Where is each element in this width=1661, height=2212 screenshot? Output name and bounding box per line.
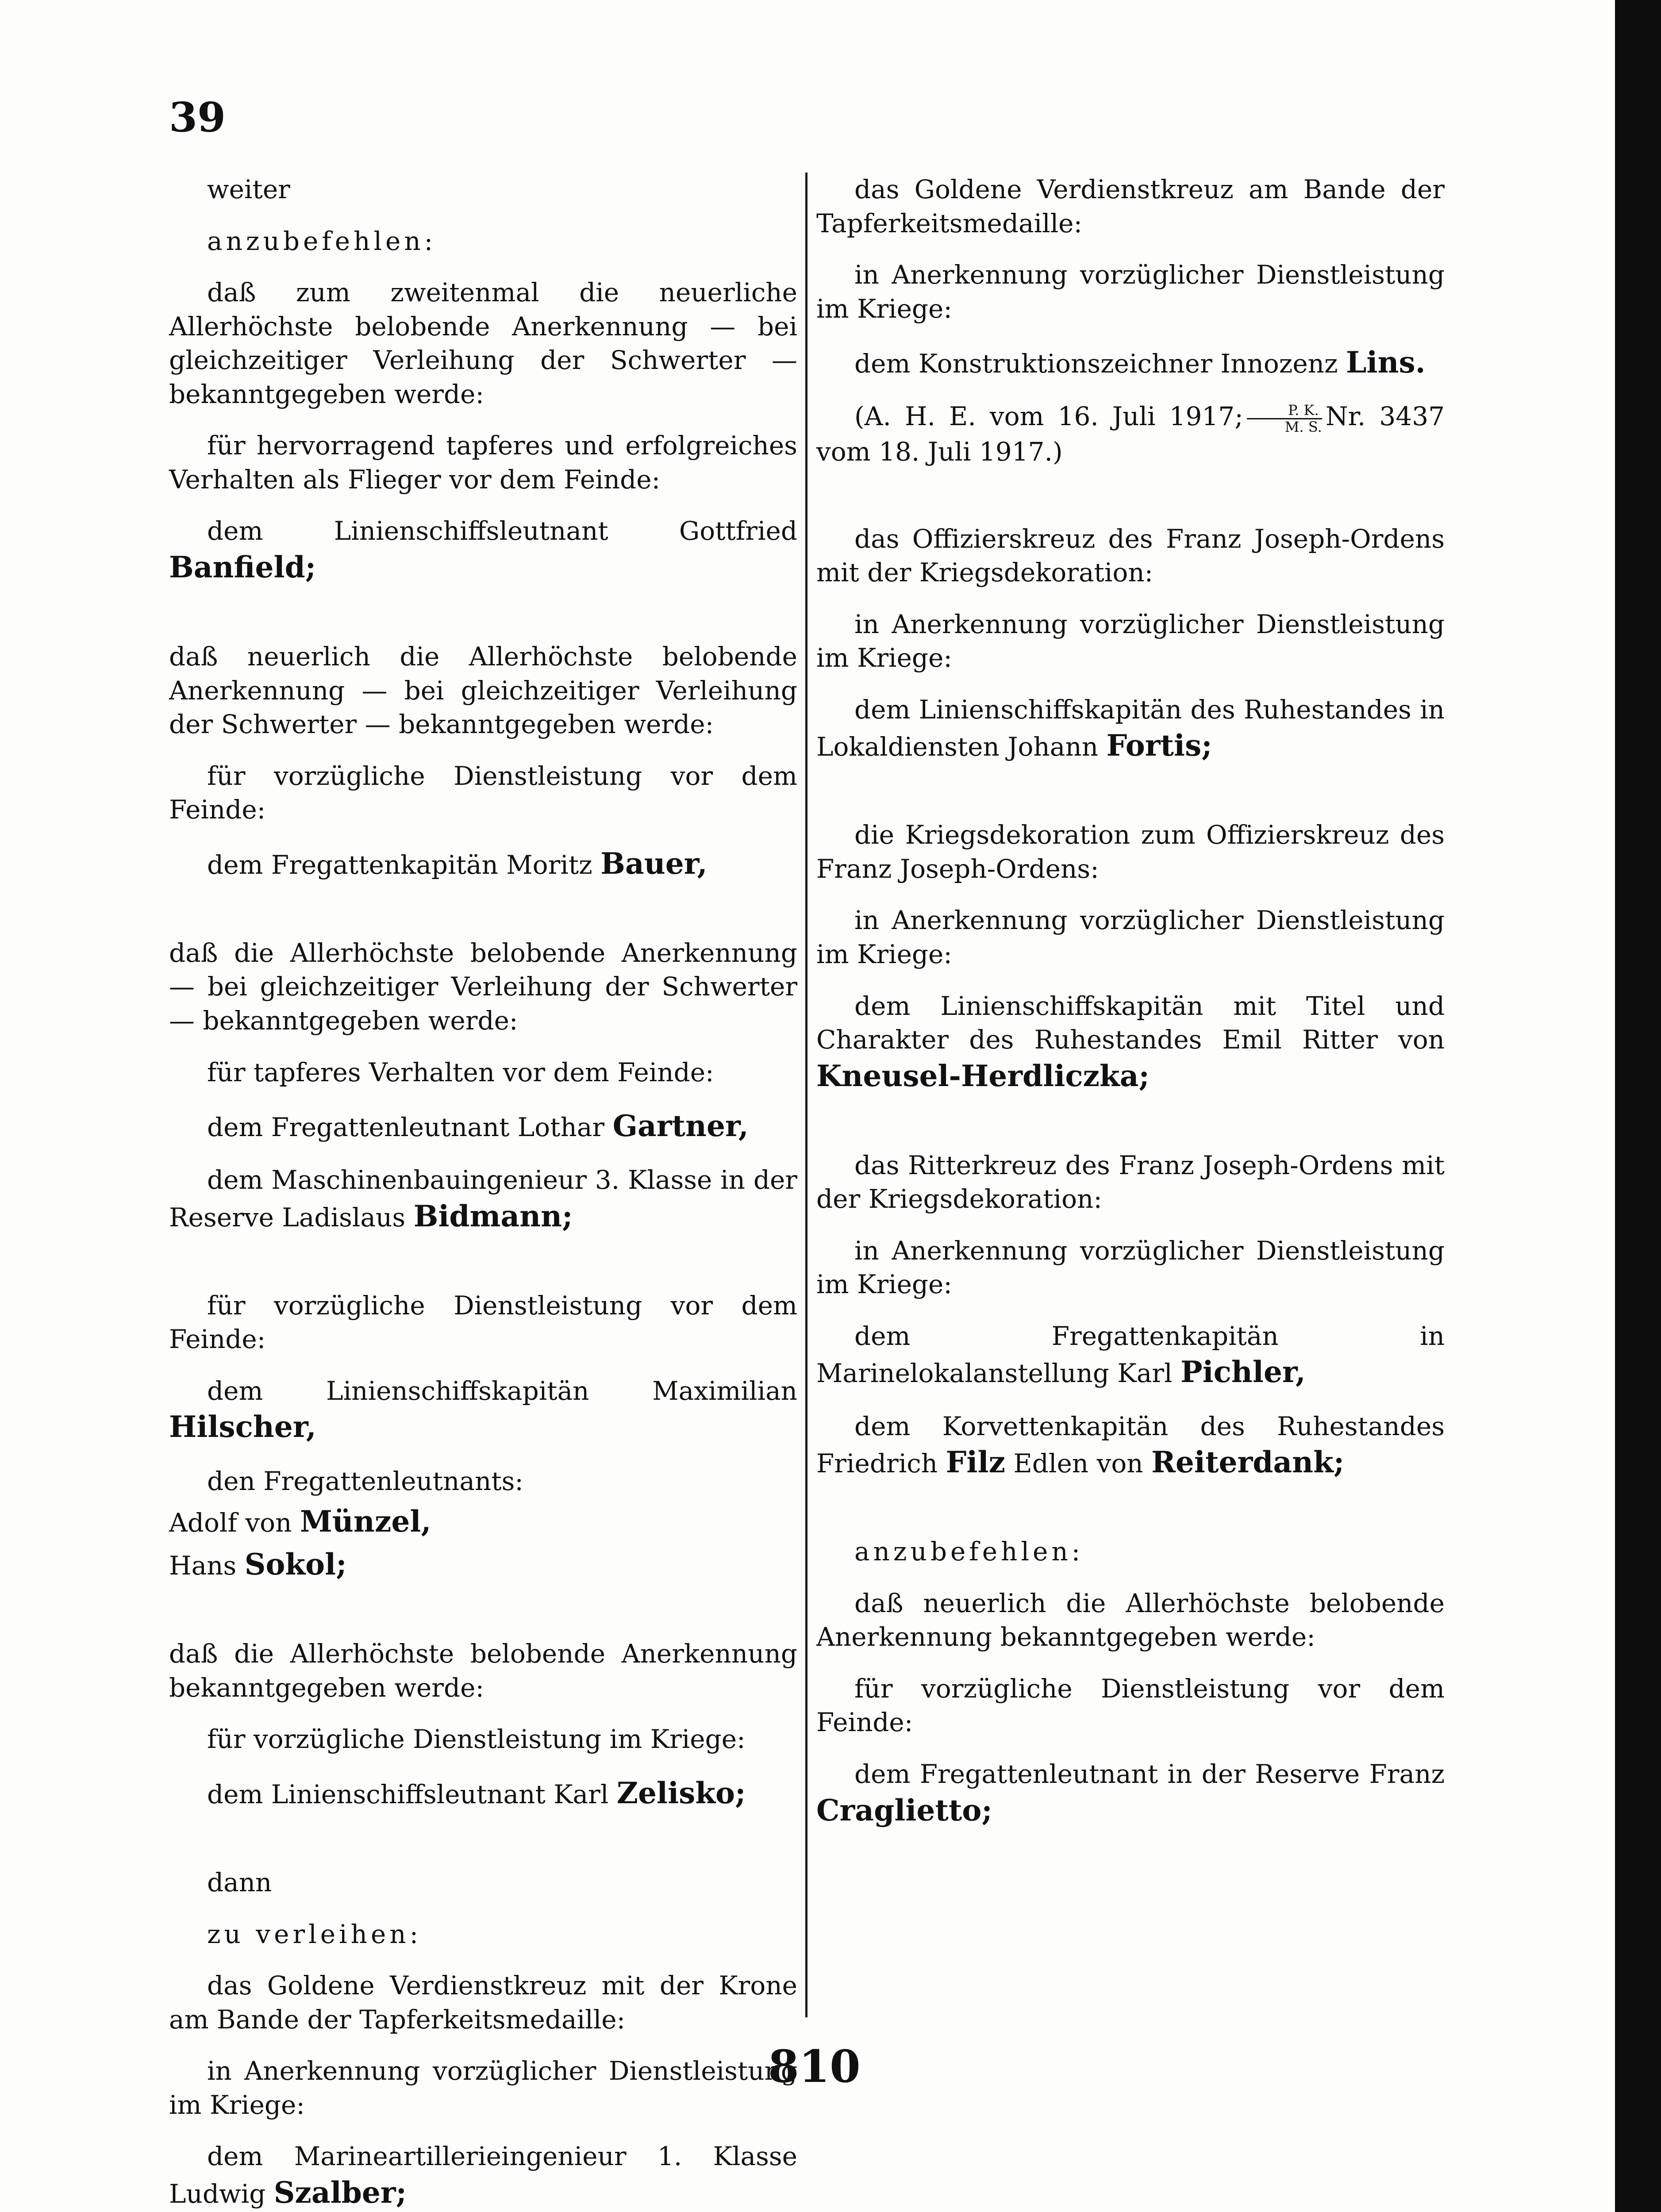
person-name: Zelisko; <box>616 1775 746 1810</box>
text: dem Fregattenleutnant in der Reserve Franz <box>854 1759 1445 1789</box>
paragraph: daß die Allerhöchste belobende Anerkennung bekanntgegeben werde: <box>169 1639 797 1703</box>
reference-note <box>816 399 1445 469</box>
left-column <box>169 173 797 2212</box>
paragraph <box>169 514 797 587</box>
paragraph: in Anerkennung vorzüglicher Dienstleistung im Kriege: <box>816 905 1445 969</box>
column-divider <box>805 173 807 2017</box>
paragraph <box>816 1757 1445 1830</box>
person-name: Filz <box>946 1445 1006 1480</box>
paragraph: das Ritterkreuz des Franz Joseph-Ordens mit der Kriegsdekoration: <box>816 1150 1445 1214</box>
right-column <box>816 173 1445 1847</box>
paragraph <box>169 1502 797 1541</box>
text: Hans <box>169 1551 237 1581</box>
paragraph <box>169 1374 797 1447</box>
text: Nr. 3437 vom 18. Juli 1917.) <box>816 401 1445 467</box>
paragraph: das Offizierskreuz des Franz Joseph-Ordens mit der Kriegsdekoration: <box>816 523 1445 588</box>
person-name: Sokol; <box>244 1547 347 1582</box>
paragraph <box>169 1774 797 1813</box>
person-name: Craglietto; <box>816 1793 992 1828</box>
person-name: Szalber; <box>273 2175 407 2210</box>
paragraph: für vorzügliche Dienstleistung im Kriege: <box>207 1724 746 1755</box>
text: Edlen von <box>1013 1448 1143 1479</box>
text: dem Linienschiffskapitän des Ruhestandes in Lokaldiensten Johann <box>816 694 1445 762</box>
paragraph: dann <box>207 1867 272 1898</box>
paragraph: in Anerkennung vorzüglicher Dienstleistung im Kriege: <box>816 609 1445 673</box>
paragraph: weiter <box>207 174 290 204</box>
text: dem Fregattenkapitän in Marinelokalanstellung Karl <box>816 1321 1445 1389</box>
paragraph: daß zum zweitenmal die neuerliche Allerhöchste belobende Anerkennung — bei gleichzeitiger Verleihung der Schwerter — bekanntgegeben werde: <box>169 277 797 409</box>
scan-border <box>1615 0 1661 2212</box>
paragraph <box>816 1319 1445 1392</box>
footer-page-number: 810 <box>768 2040 861 2093</box>
paragraph: den Fregattenleutnants: <box>207 1466 523 1496</box>
paragraph: für vorzügliche Dienstleistung vor dem Feinde: <box>816 1673 1445 1738</box>
text: dem Linienschiffsleutnant Karl <box>207 1779 609 1809</box>
text: dem Konstruktionszeichner Innozenz <box>854 349 1338 379</box>
paragraph: für vorzügliche Dienstleistung vor dem Feinde: <box>169 760 797 825</box>
person-name: Bauer, <box>600 846 707 881</box>
text: Adolf von <box>169 1508 292 1538</box>
paragraph: die Kriegsdekoration zum Offizierskreuz des Franz Joseph-Ordens: <box>816 820 1445 884</box>
person-name: Banfield; <box>169 549 316 584</box>
paragraph <box>169 1545 797 1584</box>
paragraph <box>816 693 1445 765</box>
paragraph: für tapferes Verhalten vor dem Feinde: <box>207 1057 714 1087</box>
text: (A. H. E. vom 16. Juli 1917; <box>854 401 1243 432</box>
paragraph: daß neuerlich die Allerhöchste belobende Anerkennung bekanntgegeben werde: <box>816 1588 1445 1652</box>
paragraph <box>169 1163 797 1236</box>
fraction <box>1247 403 1322 435</box>
fraction-numerator: P. K. <box>1247 403 1322 419</box>
text: dem Linienschiffskapitän Maximilian <box>207 1375 797 1406</box>
person-name: Pichler, <box>1180 1355 1306 1390</box>
paragraph: daß die Allerhöchste belobende Anerkennung — bei gleichzeitiger Verleihung der Schwerter — bekanntgegeben werde: <box>169 937 797 1036</box>
paragraph: in Anerkennung vorzüglicher Dienstleistung im Kriege: <box>816 260 1445 324</box>
person-name: Gartner, <box>612 1109 749 1144</box>
text: dem Fregattenleutnant Lothar <box>207 1112 605 1143</box>
text: dem Linienschiffsleutnant Gottfried <box>207 516 797 546</box>
paragraph <box>816 989 1445 1095</box>
fraction-denominator: M. S. <box>1284 418 1322 435</box>
person-name: Lins. <box>1346 345 1426 380</box>
page-number: 39 <box>169 93 226 141</box>
paragraph: das Goldene Verdienstkreuz mit der Krone am Bande der Tapferkeitsmedaille: <box>169 1970 797 2035</box>
person-name: Bidmann; <box>413 1198 573 1233</box>
paragraph: das Goldene Verdienstkreuz am Bande der Tapferkeitsmedaille: <box>816 174 1445 238</box>
text: dem Korvettenkapitän des Ruhestandes Friedrich <box>816 1411 1445 1479</box>
person-name: Kneusel-Herdliczka; <box>816 1058 1150 1093</box>
paragraph <box>816 1409 1445 1482</box>
text: dem Linienschiffskapitän mit Titel und Charakter des Ruhestandes Emil Ritter von <box>816 991 1445 1055</box>
person-name: Fortis; <box>1106 728 1212 763</box>
heading: anzubefehlen: <box>207 226 437 256</box>
text: dem Maschinenbauingenieur 3. Klasse in der Reserve Ladislaus <box>169 1165 797 1233</box>
paragraph <box>816 343 1445 382</box>
paragraph: für hervorragend tapferes und erfolgreiches Verhalten als Flieger vor dem Feinde: <box>169 430 797 495</box>
heading: anzubefehlen: <box>854 1536 1084 1567</box>
paragraph <box>169 2139 797 2212</box>
heading: zu verleihen: <box>207 1919 422 1949</box>
person-name: Reiterdank; <box>1151 1445 1345 1480</box>
text: dem Marineartillerieingenieur 1. Klasse Ludwig <box>169 2141 797 2209</box>
paragraph: daß neuerlich die Allerhöchste belobende Anerkennung — bei gleichzeitiger Verleihung der Schwerter — bekanntgegeben werde: <box>169 641 797 740</box>
paragraph: für vorzügliche Dienstleistung vor dem Feinde: <box>169 1290 797 1355</box>
text: dem Fregattenkapitän Moritz <box>207 849 592 880</box>
person-name: Münzel, <box>300 1504 431 1539</box>
paragraph <box>169 1107 797 1145</box>
paragraph: in Anerkennung vorzüglicher Dienstleistung im Kriege: <box>816 1235 1445 1300</box>
paragraph <box>169 845 797 883</box>
paragraph: in Anerkennung vorzüglicher Dienstleistung im Kriege: <box>169 2056 797 2120</box>
person-name: Hilscher, <box>169 1409 316 1444</box>
